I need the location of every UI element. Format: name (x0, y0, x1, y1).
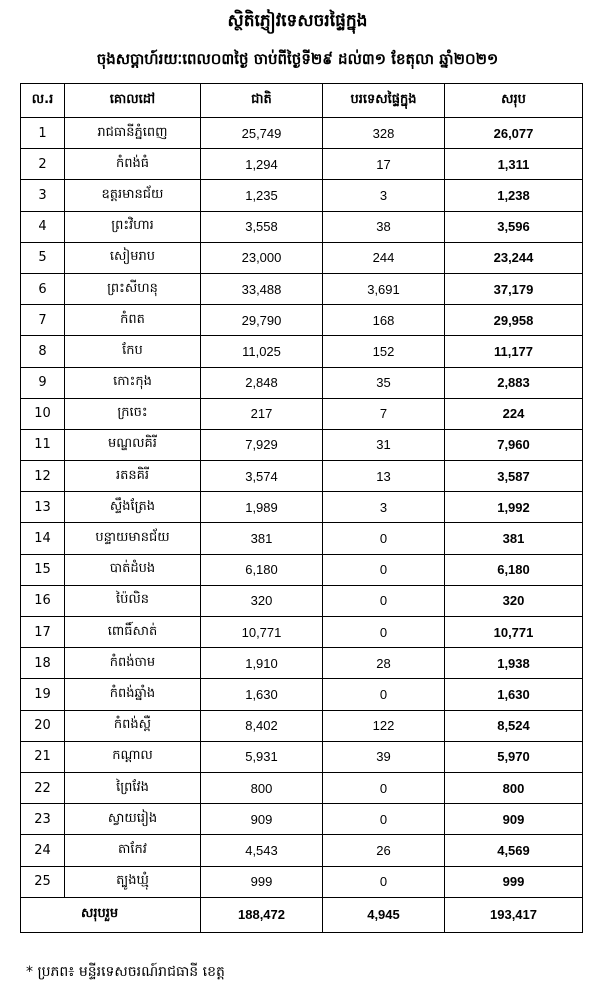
cell-number: 24 (21, 835, 65, 866)
table-row (21, 305, 583, 336)
cell-number: 1 (21, 118, 65, 149)
cell-national: 11,025 (201, 336, 323, 367)
cell-number: 18 (21, 648, 65, 679)
header-national: ជាតិ (201, 84, 323, 118)
cell-destination: ឧត្តរមានជ័យ (65, 180, 201, 211)
cell-total: 224 (445, 398, 583, 429)
cell-total: 26,077 (445, 118, 583, 149)
table-row (21, 461, 583, 492)
cell-destination: កំពង់ឆ្នាំង (65, 679, 201, 710)
summary-label: សរុបរួម (21, 897, 201, 932)
table-row (21, 429, 583, 460)
cell-national: 4,543 (201, 835, 323, 866)
cell-national: 800 (201, 772, 323, 803)
cell-national: 3,574 (201, 461, 323, 492)
table-row (21, 835, 583, 866)
cell-total: 1,992 (445, 492, 583, 523)
cell-foreign: 31 (323, 429, 445, 460)
cell-destination: កំពង់ធំ (65, 149, 201, 180)
table-row (21, 772, 583, 803)
cell-national: 381 (201, 523, 323, 554)
cell-number: 2 (21, 149, 65, 180)
cell-total: 381 (445, 523, 583, 554)
cell-number: 21 (21, 741, 65, 772)
cell-total: 29,958 (445, 305, 583, 336)
cell-destination: ក្រចេះ (65, 398, 201, 429)
source-footnote: * ប្រភព៖ មន្ទីរទេសចរណ៍រាជធានី ខេត្ត (26, 964, 225, 980)
cell-foreign: 35 (323, 367, 445, 398)
cell-national: 25,749 (201, 118, 323, 149)
cell-foreign: 0 (323, 866, 445, 897)
header-total: សរុប (445, 84, 583, 118)
cell-number: 22 (21, 772, 65, 803)
cell-total: 1,311 (445, 149, 583, 180)
statistics-table (20, 83, 583, 933)
cell-national: 10,771 (201, 617, 323, 648)
cell-number: 8 (21, 336, 65, 367)
cell-national: 2,848 (201, 367, 323, 398)
cell-national: 999 (201, 866, 323, 897)
cell-foreign: 3 (323, 492, 445, 523)
cell-destination: ប៉ៃលិន (65, 585, 201, 616)
cell-destination: ព្រៃវែង (65, 772, 201, 803)
cell-national: 1,294 (201, 149, 323, 180)
summary-national: 188,472 (201, 897, 323, 932)
cell-foreign: 38 (323, 211, 445, 242)
table-row (21, 617, 583, 648)
cell-national: 7,929 (201, 429, 323, 460)
cell-number: 3 (21, 180, 65, 211)
table-row (21, 242, 583, 273)
cell-total: 11,177 (445, 336, 583, 367)
cell-total: 10,771 (445, 617, 583, 648)
cell-number: 5 (21, 242, 65, 273)
header-foreign: បរទេសផ្ទៃក្នុង (323, 84, 445, 118)
cell-total: 320 (445, 585, 583, 616)
cell-total: 999 (445, 866, 583, 897)
cell-foreign: 0 (323, 523, 445, 554)
cell-foreign: 17 (323, 149, 445, 180)
cell-destination: បន្ទាយមានជ័យ (65, 523, 201, 554)
cell-national: 1,630 (201, 679, 323, 710)
cell-foreign: 152 (323, 336, 445, 367)
cell-destination: រាជធានីភ្នំពេញ (65, 118, 201, 149)
summary-total: 193,417 (445, 897, 583, 932)
table-row (21, 118, 583, 149)
summary-foreign: 4,945 (323, 897, 445, 932)
cell-number: 14 (21, 523, 65, 554)
cell-total: 23,244 (445, 242, 583, 273)
page-title: ស្ថិតិភ្ញៀវទេសចរផ្ទៃក្នុង (227, 11, 368, 31)
cell-total: 4,569 (445, 835, 583, 866)
cell-destination: មណ្ឌលគិរី (65, 429, 201, 460)
table-row (21, 804, 583, 835)
cell-destination: កោះកុង (65, 367, 201, 398)
cell-destination: ត្បូងឃ្មុំ (65, 866, 201, 897)
table-row (21, 523, 583, 554)
table-row (21, 211, 583, 242)
table-row (21, 710, 583, 741)
cell-national: 6,180 (201, 554, 323, 585)
cell-total: 8,524 (445, 710, 583, 741)
header-number: ល.រ (21, 84, 65, 118)
cell-number: 11 (21, 429, 65, 460)
cell-number: 25 (21, 866, 65, 897)
cell-total: 1,630 (445, 679, 583, 710)
cell-destination: ស្ទឹងត្រែង (65, 492, 201, 523)
cell-destination: កែប (65, 336, 201, 367)
cell-number: 16 (21, 585, 65, 616)
cell-total: 2,883 (445, 367, 583, 398)
cell-destination: សៀមរាប (65, 242, 201, 273)
cell-destination: កណ្តាល (65, 741, 201, 772)
cell-national: 320 (201, 585, 323, 616)
cell-total: 1,938 (445, 648, 583, 679)
cell-national: 217 (201, 398, 323, 429)
cell-foreign: 0 (323, 585, 445, 616)
cell-number: 6 (21, 273, 65, 304)
table-row (21, 554, 583, 585)
cell-destination: កំពង់ស្ពឺ (65, 710, 201, 741)
cell-number: 17 (21, 617, 65, 648)
cell-total: 909 (445, 804, 583, 835)
cell-number: 15 (21, 554, 65, 585)
cell-total: 3,596 (445, 211, 583, 242)
cell-number: 13 (21, 492, 65, 523)
cell-number: 12 (21, 461, 65, 492)
table-row (21, 866, 583, 897)
cell-destination: បាត់ដំបង (65, 554, 201, 585)
cell-number: 10 (21, 398, 65, 429)
cell-destination: កំពត (65, 305, 201, 336)
header-destination: គោលដៅ (65, 84, 201, 118)
cell-foreign: 13 (323, 461, 445, 492)
table-row (21, 273, 583, 304)
cell-destination: ពោធិ៍សាត់ (65, 617, 201, 648)
cell-foreign: 0 (323, 617, 445, 648)
cell-national: 33,488 (201, 273, 323, 304)
cell-foreign: 39 (323, 741, 445, 772)
cell-total: 5,970 (445, 741, 583, 772)
cell-number: 7 (21, 305, 65, 336)
cell-national: 8,402 (201, 710, 323, 741)
cell-foreign: 26 (323, 835, 445, 866)
cell-foreign: 122 (323, 710, 445, 741)
cell-total: 1,238 (445, 180, 583, 211)
table-row (21, 180, 583, 211)
cell-national: 3,558 (201, 211, 323, 242)
cell-national: 1,989 (201, 492, 323, 523)
cell-national: 909 (201, 804, 323, 835)
table-row (21, 492, 583, 523)
table-row (21, 367, 583, 398)
cell-destination: ស្វាយរៀង (65, 804, 201, 835)
cell-foreign: 0 (323, 804, 445, 835)
summary-row (21, 897, 583, 932)
cell-destination: ព្រះសីហនុ (65, 273, 201, 304)
cell-destination: កំពង់ចាម (65, 648, 201, 679)
cell-foreign: 168 (323, 305, 445, 336)
cell-foreign: 3 (323, 180, 445, 211)
cell-number: 4 (21, 211, 65, 242)
page-subtitle: ចុងសប្តាហ៍រយៈពេល០៣ថ្ងៃ ចាប់ពីថ្ងៃទី២៩ ដល់៣១ ខែតុលា ឆ្នាំ២០២១ (96, 50, 499, 68)
cell-total: 6,180 (445, 554, 583, 585)
cell-foreign: 3,691 (323, 273, 445, 304)
cell-destination: រតនគិរី (65, 461, 201, 492)
cell-foreign: 0 (323, 772, 445, 803)
table-row (21, 398, 583, 429)
cell-number: 19 (21, 679, 65, 710)
cell-foreign: 28 (323, 648, 445, 679)
cell-number: 9 (21, 367, 65, 398)
table-row (21, 679, 583, 710)
cell-foreign: 0 (323, 679, 445, 710)
cell-total: 37,179 (445, 273, 583, 304)
cell-national: 23,000 (201, 242, 323, 273)
table-row (21, 741, 583, 772)
cell-national: 5,931 (201, 741, 323, 772)
table-row (21, 149, 583, 180)
cell-national: 1,235 (201, 180, 323, 211)
cell-foreign: 0 (323, 554, 445, 585)
cell-foreign: 7 (323, 398, 445, 429)
cell-total: 3,587 (445, 461, 583, 492)
cell-foreign: 244 (323, 242, 445, 273)
cell-destination: ព្រះវិហារ (65, 211, 201, 242)
cell-national: 1,910 (201, 648, 323, 679)
cell-foreign: 328 (323, 118, 445, 149)
cell-national: 29,790 (201, 305, 323, 336)
cell-destination: តាកែវ (65, 835, 201, 866)
cell-total: 800 (445, 772, 583, 803)
table-row (21, 585, 583, 616)
cell-number: 23 (21, 804, 65, 835)
cell-total: 7,960 (445, 429, 583, 460)
table-row (21, 336, 583, 367)
cell-number: 20 (21, 710, 65, 741)
table-header-row (21, 84, 583, 118)
table-row (21, 648, 583, 679)
